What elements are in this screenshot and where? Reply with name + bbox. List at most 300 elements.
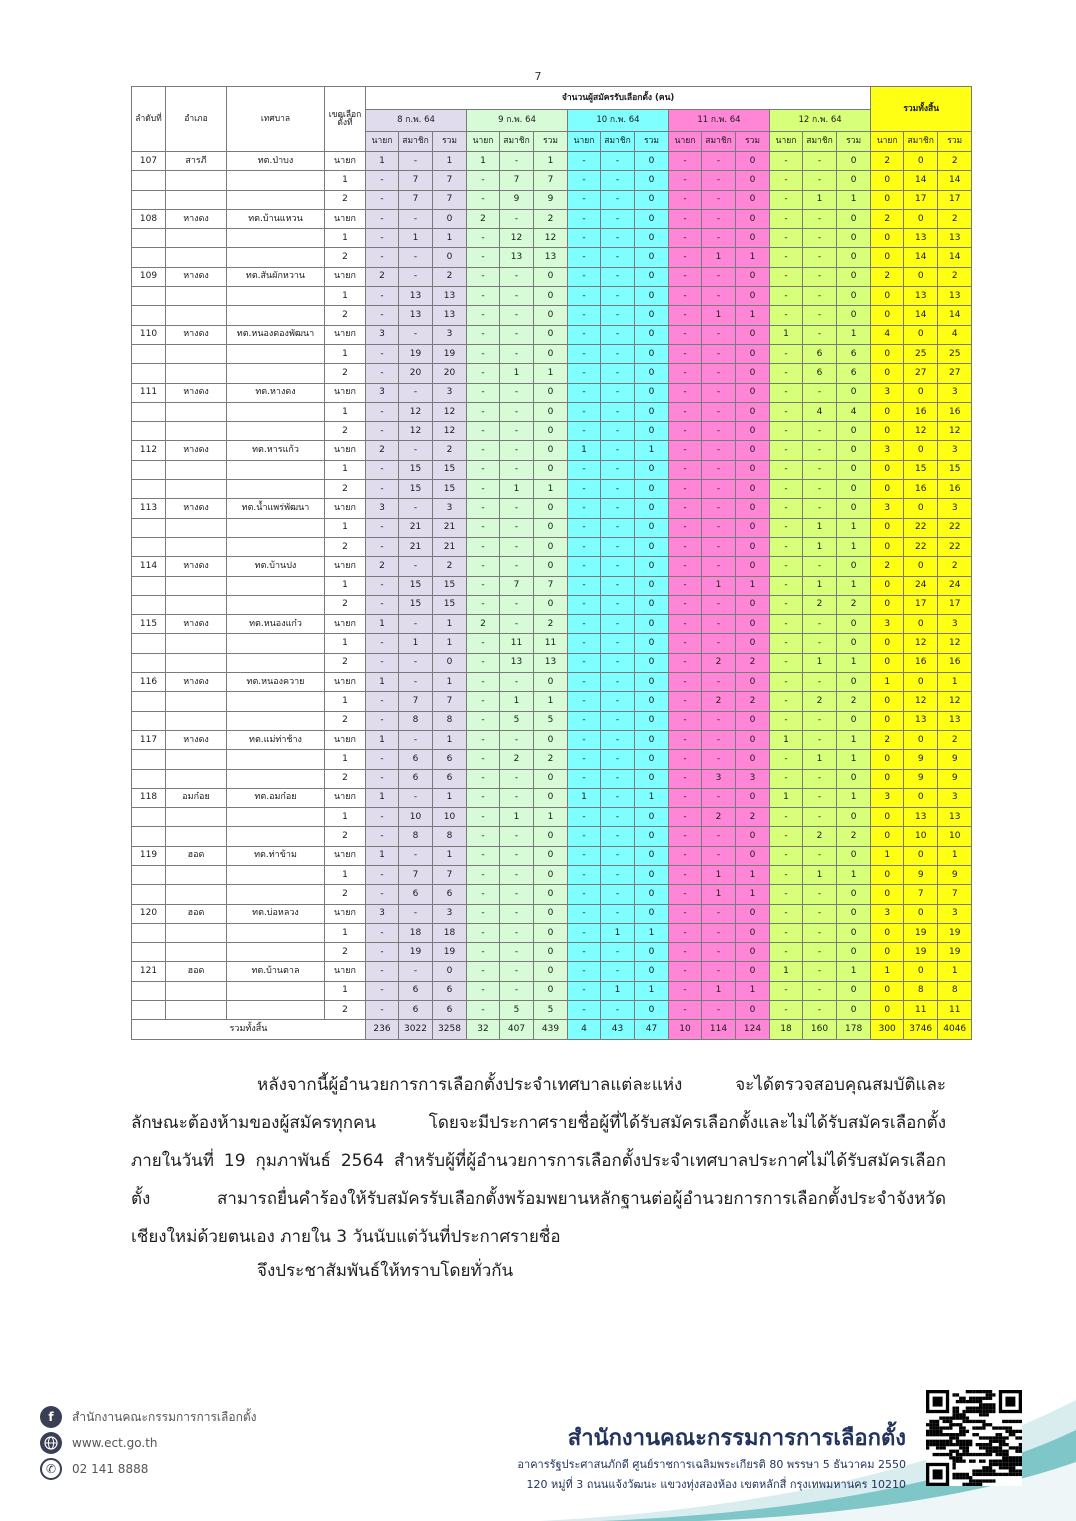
cell-district: ฮอด — [166, 846, 227, 865]
cell-order — [132, 402, 166, 421]
cell-count: - — [669, 808, 702, 827]
cell-municipality — [227, 344, 325, 363]
table-row — [132, 287, 972, 306]
cell-count: 0 — [837, 769, 871, 788]
cell-count: 6 — [399, 1001, 433, 1020]
cell-count: - — [770, 615, 803, 634]
qr-code — [926, 1390, 1022, 1486]
cell-count: 0 — [904, 499, 938, 518]
cell-count: - — [702, 923, 736, 942]
cell-municipality — [227, 865, 325, 884]
cell-count: - — [568, 730, 601, 749]
cell-count: 0 — [904, 557, 938, 576]
cell-count: 2 — [837, 595, 871, 614]
table-row — [132, 344, 972, 363]
cell-count: 15 — [399, 460, 433, 479]
cell-order: 113 — [132, 499, 166, 518]
cell-count: 6 — [399, 769, 433, 788]
cell-count: - — [366, 885, 399, 904]
cell-count: 18 — [433, 923, 467, 942]
cell-count: 0 — [534, 537, 568, 556]
cell-count: 0 — [736, 595, 770, 614]
cell-count: - — [669, 981, 702, 1000]
cell-count: 0 — [871, 460, 904, 479]
cell-count: - — [601, 557, 635, 576]
cell-count: 0 — [736, 383, 770, 402]
cell-count: 3 — [938, 788, 972, 807]
table-row — [132, 653, 972, 672]
table-row — [132, 364, 972, 383]
cell-count: - — [467, 402, 500, 421]
cell-order — [132, 364, 166, 383]
cell-count: - — [669, 634, 702, 653]
cell-count: - — [770, 383, 803, 402]
cell-order: 107 — [132, 152, 166, 171]
cell-count: - — [669, 267, 702, 286]
cell-count: 1 — [601, 981, 635, 1000]
cell-district: หางดง — [166, 325, 227, 344]
cell-count: - — [467, 904, 500, 923]
cell-count: - — [399, 441, 433, 460]
cell-count: 15 — [904, 460, 938, 479]
cell-count: - — [770, 209, 803, 228]
cell-count: - — [601, 653, 635, 672]
cell-count: - — [568, 595, 601, 614]
cell-count: 0 — [871, 981, 904, 1000]
cell-zone: นายก — [325, 904, 366, 923]
cell-zone: นายก — [325, 846, 366, 865]
cell-count: - — [702, 383, 736, 402]
cell-count: 0 — [534, 267, 568, 286]
cell-count: 1 — [770, 730, 803, 749]
cell-municipality — [227, 981, 325, 1000]
table-row — [132, 923, 972, 942]
cell-count: - — [702, 943, 736, 962]
cell-count: 1 — [938, 846, 972, 865]
cell-count: 0 — [871, 190, 904, 209]
cell-count: - — [669, 344, 702, 363]
cell-count: 10 — [433, 808, 467, 827]
cell-count: 1 — [399, 634, 433, 653]
cell-count: 0 — [904, 152, 938, 171]
cell-zone: 1 — [325, 344, 366, 363]
cell-count: 0 — [736, 325, 770, 344]
cell-count: 0 — [871, 750, 904, 769]
cell-count: - — [669, 673, 702, 692]
cell-count: - — [803, 325, 837, 344]
cell-municipality: ทต.น้ำแพร่พัฒนา — [227, 499, 325, 518]
cell-count: - — [702, 402, 736, 421]
cell-count: 2 — [433, 441, 467, 460]
cell-count: - — [568, 615, 601, 634]
cell-count: 3 — [736, 769, 770, 788]
sub-header-cell: สมาชิก — [601, 132, 635, 152]
cell-count: 1 — [366, 846, 399, 865]
total-label: รวมทั้งสิ้น — [132, 1020, 366, 1040]
cell-count: 1 — [399, 229, 433, 248]
cell-count: 0 — [736, 344, 770, 363]
cell-district — [166, 287, 227, 306]
cell-count: - — [770, 402, 803, 421]
cell-count: - — [399, 152, 433, 171]
cell-count: 10 — [399, 808, 433, 827]
cell-count: 8 — [399, 827, 433, 846]
table-row — [132, 981, 972, 1000]
cell-count: 0 — [534, 846, 568, 865]
cell-count: 1 — [803, 865, 837, 884]
cell-count: - — [669, 287, 702, 306]
cell-count: 1 — [871, 846, 904, 865]
cell-count: 1 — [803, 576, 837, 595]
cell-count: 1 — [534, 480, 568, 499]
cell-count: 1 — [702, 865, 736, 884]
cell-count: - — [568, 808, 601, 827]
cell-count: 15 — [433, 576, 467, 595]
cell-count: - — [702, 557, 736, 576]
cell-count: 0 — [736, 287, 770, 306]
cell-count: 0 — [635, 499, 669, 518]
cell-count: 0 — [635, 287, 669, 306]
cell-count: 0 — [635, 229, 669, 248]
cell-count: - — [702, 634, 736, 653]
cell-count: 0 — [871, 865, 904, 884]
cell-municipality: ทต.หางดง — [227, 383, 325, 402]
cell-order — [132, 480, 166, 499]
cell-zone: 2 — [325, 711, 366, 730]
total-cell: 18 — [770, 1020, 803, 1040]
cell-count: - — [500, 904, 534, 923]
cell-count: - — [770, 885, 803, 904]
cell-count: 2 — [938, 267, 972, 286]
cell-count: 3 — [366, 383, 399, 402]
cell-count: - — [803, 808, 837, 827]
cell-count: - — [770, 692, 803, 711]
cell-count: - — [770, 152, 803, 171]
cell-count: - — [601, 306, 635, 325]
cell-order — [132, 634, 166, 653]
cell-count: 0 — [635, 904, 669, 923]
cell-count: 0 — [635, 846, 669, 865]
cell-count: 0 — [534, 595, 568, 614]
cell-municipality — [227, 306, 325, 325]
cell-count: - — [500, 537, 534, 556]
cell-count: - — [702, 364, 736, 383]
cell-count: 0 — [871, 827, 904, 846]
table-row — [132, 865, 972, 884]
cell-municipality — [227, 248, 325, 267]
cell-count: 3 — [871, 441, 904, 460]
cell-count: 17 — [938, 595, 972, 614]
cell-count: - — [568, 885, 601, 904]
cell-count: - — [568, 422, 601, 441]
sub-header-cell: สมาชิก — [399, 132, 433, 152]
cell-count: - — [366, 209, 399, 228]
cell-count: - — [467, 962, 500, 981]
table-row — [132, 306, 972, 325]
total-cell: 178 — [837, 1020, 871, 1040]
cell-count: 0 — [635, 557, 669, 576]
cell-count: 24 — [938, 576, 972, 595]
cell-count: - — [500, 865, 534, 884]
cell-count: 0 — [837, 152, 871, 171]
contact-website[interactable] — [40, 1430, 256, 1456]
cell-count: 1 — [635, 923, 669, 942]
cell-count: 3 — [702, 769, 736, 788]
cell-count: 1 — [500, 480, 534, 499]
cell-count: 0 — [635, 344, 669, 363]
cell-order — [132, 190, 166, 209]
cell-municipality — [227, 402, 325, 421]
cell-count: - — [669, 518, 702, 537]
total-cell: 3746 — [904, 1020, 938, 1040]
cell-count: 19 — [904, 923, 938, 942]
cell-count: 0 — [736, 750, 770, 769]
cell-district — [166, 306, 227, 325]
cell-count: - — [702, 827, 736, 846]
cell-count: - — [568, 344, 601, 363]
cell-zone: 1 — [325, 634, 366, 653]
cell-order: 120 — [132, 904, 166, 923]
cell-count: - — [601, 248, 635, 267]
cell-count: 0 — [871, 402, 904, 421]
cell-zone: 1 — [325, 576, 366, 595]
cell-count: - — [568, 692, 601, 711]
cell-count: - — [770, 808, 803, 827]
cell-zone: 2 — [325, 190, 366, 209]
cell-municipality — [227, 576, 325, 595]
cell-zone: นายก — [325, 267, 366, 286]
cell-count: 1 — [770, 325, 803, 344]
cell-count: - — [702, 325, 736, 344]
cell-count: - — [467, 171, 500, 190]
cell-count: 0 — [871, 306, 904, 325]
cell-count: 0 — [534, 422, 568, 441]
cell-count: - — [500, 499, 534, 518]
cell-count: - — [702, 518, 736, 537]
cell-municipality — [227, 711, 325, 730]
cell-count: - — [702, 422, 736, 441]
cell-count: - — [366, 344, 399, 363]
cell-count: - — [467, 480, 500, 499]
cell-count: 7 — [433, 190, 467, 209]
total-cell: 43 — [601, 1020, 635, 1040]
cell-count: 0 — [635, 730, 669, 749]
cell-count: - — [669, 248, 702, 267]
table-row — [132, 229, 972, 248]
cell-count: 1 — [837, 576, 871, 595]
sub-header-cell: รวม — [635, 132, 669, 152]
cell-count: - — [366, 287, 399, 306]
cell-count: - — [467, 325, 500, 344]
table-row — [132, 788, 972, 807]
cell-count: 27 — [904, 364, 938, 383]
cell-district: หางดง — [166, 557, 227, 576]
cell-count: 0 — [635, 383, 669, 402]
cell-count: - — [669, 152, 702, 171]
cell-count: 3 — [366, 904, 399, 923]
cell-count: 0 — [736, 518, 770, 537]
cell-district — [166, 653, 227, 672]
cell-count: 0 — [871, 422, 904, 441]
cell-count: - — [366, 402, 399, 421]
cell-count: 2 — [467, 615, 500, 634]
cell-count: 1 — [702, 248, 736, 267]
cell-count: 16 — [904, 480, 938, 499]
table-row — [132, 615, 972, 634]
contact-phone[interactable] — [40, 1456, 256, 1482]
cell-district — [166, 537, 227, 556]
cell-municipality — [227, 190, 325, 209]
cell-zone: 2 — [325, 827, 366, 846]
cell-count: - — [770, 923, 803, 942]
cell-count: 0 — [736, 673, 770, 692]
cell-count: 0 — [871, 923, 904, 942]
cell-count: 0 — [635, 711, 669, 730]
cell-zone: นายก — [325, 730, 366, 749]
cell-count: 1 — [601, 923, 635, 942]
cell-count: 16 — [938, 480, 972, 499]
table-row — [132, 1001, 972, 1020]
cell-count: - — [366, 827, 399, 846]
sub-header-cell: รวม — [837, 132, 871, 152]
sub-header-cell: นายก — [568, 132, 601, 152]
cell-count: - — [467, 692, 500, 711]
sub-header-cell: สมาชิก — [500, 132, 534, 152]
cell-count: 10 — [938, 827, 972, 846]
cell-count: - — [366, 769, 399, 788]
sub-header-cell: รวม — [938, 132, 972, 152]
cell-order — [132, 518, 166, 537]
cell-count: 1 — [500, 364, 534, 383]
cell-order — [132, 692, 166, 711]
cell-count: - — [568, 190, 601, 209]
cell-count: - — [803, 557, 837, 576]
cell-district — [166, 711, 227, 730]
cell-count: - — [568, 923, 601, 942]
cell-count: - — [467, 750, 500, 769]
cell-count: 0 — [635, 943, 669, 962]
cell-count: 1 — [635, 981, 669, 1000]
cell-count: 0 — [635, 422, 669, 441]
cell-count: 0 — [433, 209, 467, 228]
cell-municipality — [227, 1001, 325, 1020]
cell-count: 9 — [500, 190, 534, 209]
cell-count: - — [399, 904, 433, 923]
cell-count: 0 — [736, 209, 770, 228]
cell-count: 6 — [433, 1001, 467, 1020]
cell-count: 22 — [904, 537, 938, 556]
cell-count: - — [568, 904, 601, 923]
cell-municipality — [227, 808, 325, 827]
table-row — [132, 422, 972, 441]
cell-count: 1 — [770, 962, 803, 981]
cell-count: 14 — [938, 248, 972, 267]
cell-count: 21 — [399, 518, 433, 537]
cell-count: - — [601, 480, 635, 499]
cell-count: 0 — [871, 634, 904, 653]
cell-count: 0 — [534, 383, 568, 402]
cell-order — [132, 576, 166, 595]
cell-count: - — [467, 846, 500, 865]
cell-count: 9 — [938, 769, 972, 788]
cell-count: 0 — [837, 422, 871, 441]
cell-count: - — [803, 923, 837, 942]
cell-count: - — [770, 595, 803, 614]
cell-count: 1 — [534, 692, 568, 711]
cell-count: 0 — [871, 885, 904, 904]
cell-count: 7 — [399, 190, 433, 209]
cell-count: - — [803, 229, 837, 248]
cell-count: 3 — [938, 615, 972, 634]
contact-facebook[interactable] — [40, 1404, 256, 1430]
cell-municipality — [227, 422, 325, 441]
cell-count: 0 — [837, 460, 871, 479]
cell-count: 0 — [736, 537, 770, 556]
cell-count: 0 — [635, 267, 669, 286]
cell-district — [166, 981, 227, 1000]
cell-count: 1 — [837, 325, 871, 344]
cell-municipality: ทต.บ้านตาล — [227, 962, 325, 981]
cell-count: - — [399, 846, 433, 865]
sub-header-cell: นายก — [871, 132, 904, 152]
cell-count: - — [702, 788, 736, 807]
cell-count: - — [568, 518, 601, 537]
cell-count: - — [568, 209, 601, 228]
cell-order — [132, 711, 166, 730]
cell-district — [166, 865, 227, 884]
cell-count: 7 — [399, 692, 433, 711]
cell-count: 17 — [938, 190, 972, 209]
cell-count: 13 — [938, 229, 972, 248]
cell-count: - — [803, 480, 837, 499]
cell-count: - — [467, 865, 500, 884]
cell-district — [166, 1001, 227, 1020]
cell-count: - — [500, 325, 534, 344]
cell-order — [132, 595, 166, 614]
table-row — [132, 537, 972, 556]
table-row — [132, 480, 972, 499]
cell-municipality — [227, 750, 325, 769]
cell-order — [132, 248, 166, 267]
cell-order — [132, 923, 166, 942]
cell-count: 0 — [635, 692, 669, 711]
cell-municipality: ทต.สันผักหวาน — [227, 267, 325, 286]
cell-district — [166, 190, 227, 209]
cell-district: หางดง — [166, 499, 227, 518]
cell-count: - — [669, 441, 702, 460]
cell-count: - — [467, 557, 500, 576]
cell-count: 0 — [635, 769, 669, 788]
cell-count: 13 — [904, 229, 938, 248]
cell-count: 0 — [534, 981, 568, 1000]
cell-count: 0 — [837, 711, 871, 730]
cell-count: 0 — [635, 653, 669, 672]
cell-count: - — [568, 306, 601, 325]
cell-count: 12 — [904, 422, 938, 441]
cell-count: 12 — [938, 692, 972, 711]
cell-count: - — [803, 460, 837, 479]
cell-count: - — [770, 460, 803, 479]
cell-count: 1 — [736, 576, 770, 595]
cell-count: 1 — [837, 653, 871, 672]
cell-count: - — [467, 595, 500, 614]
table-row — [132, 827, 972, 846]
cell-count: 6 — [837, 364, 871, 383]
cell-count: - — [601, 615, 635, 634]
cell-count: 19 — [938, 943, 972, 962]
cell-count: - — [467, 248, 500, 267]
cell-count: 15 — [433, 595, 467, 614]
